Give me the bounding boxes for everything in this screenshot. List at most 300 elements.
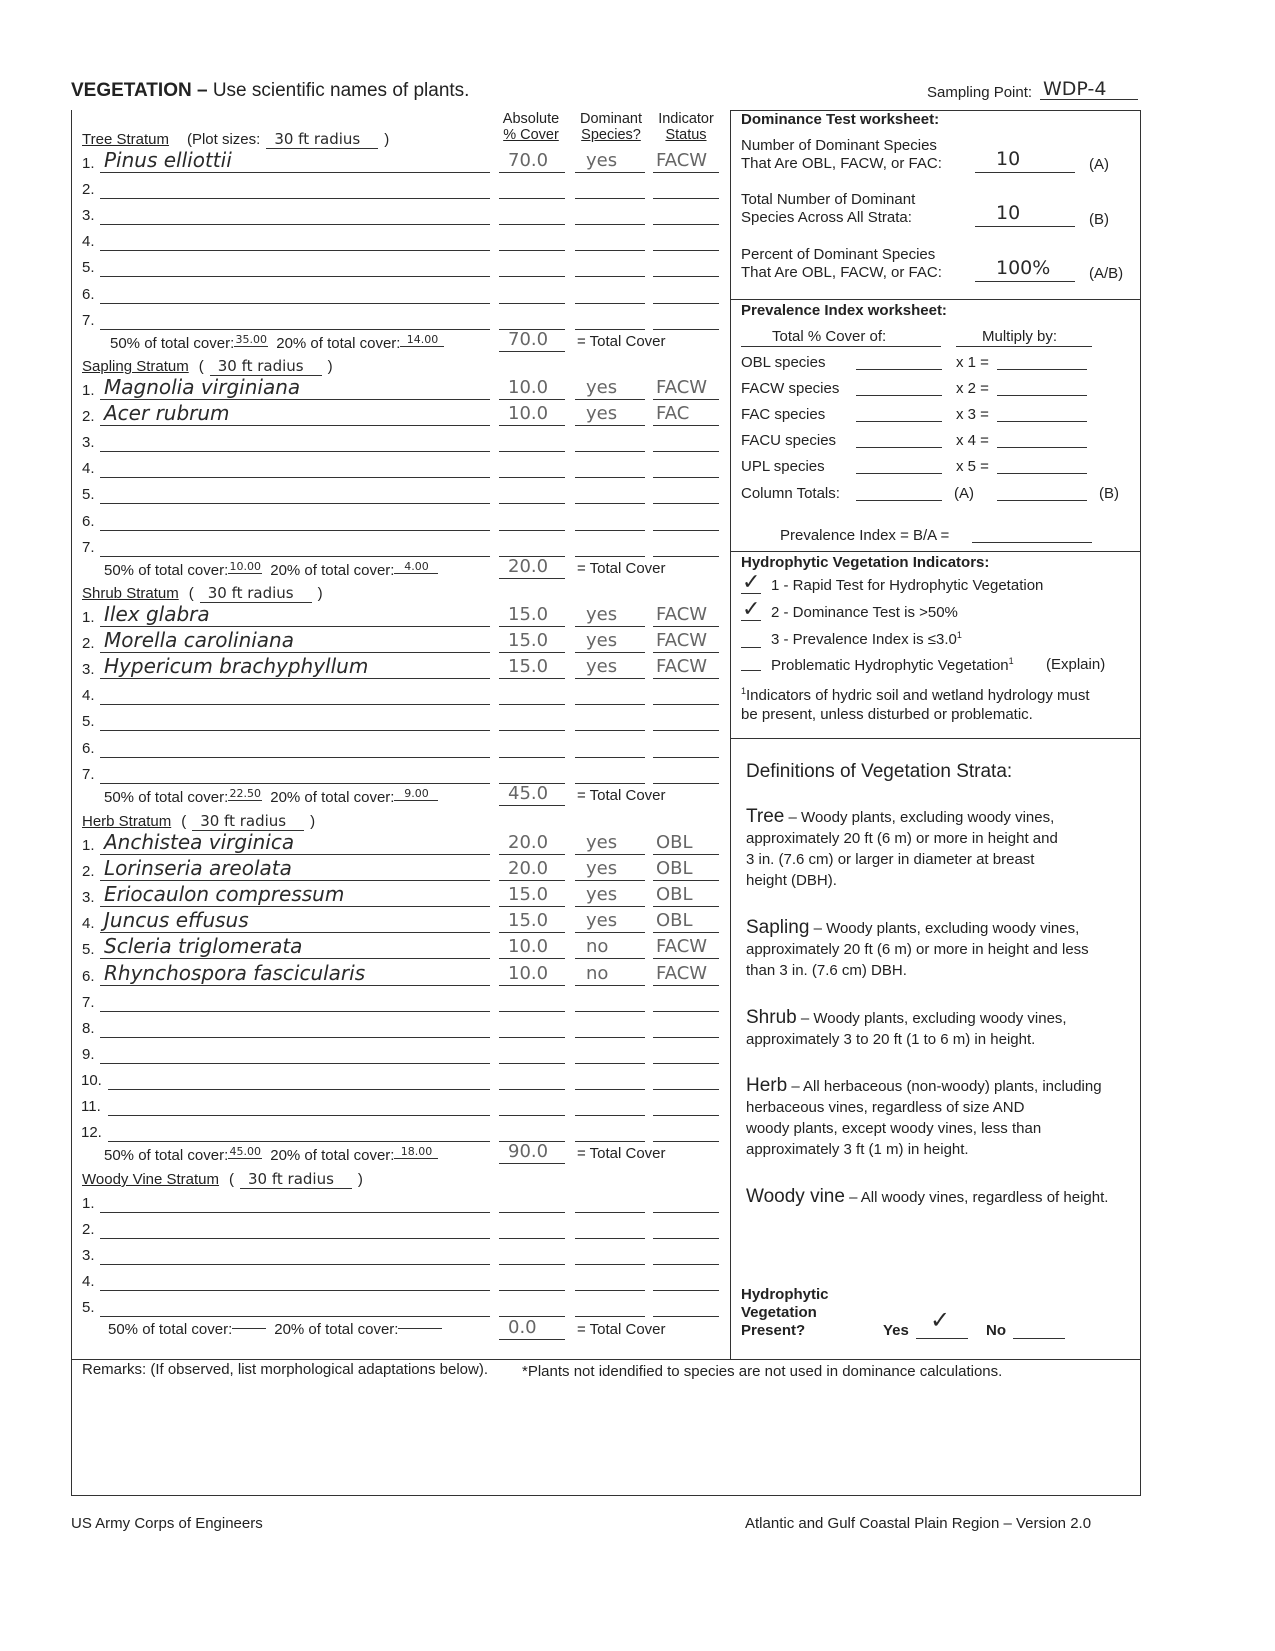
remarks-label: Remarks: (If observed, list morphological adaptations below). — [82, 1361, 489, 1378]
definition-vine-term: Woody vine — [746, 1186, 845, 1207]
dominance-b-value[interactable]: 10 — [996, 202, 1021, 224]
species-underline — [100, 730, 490, 731]
dominant-underline — [575, 425, 645, 426]
column-totals-a-tag: (A) — [954, 485, 974, 502]
definition-shrub-term: Shrub — [746, 1007, 797, 1028]
stratum-header — [82, 812, 315, 831]
dominant-species[interactable]: no — [586, 936, 609, 958]
stratum-name: Herb Stratum — [82, 813, 172, 830]
dominant-underline — [575, 1264, 645, 1265]
species-underline — [108, 1115, 490, 1116]
definition-tree — [746, 806, 1058, 891]
definition-herb-l1: – All herbaceous (non-woody) plants, including — [791, 1078, 1102, 1095]
dominance-b-tag: (B) — [1089, 211, 1109, 228]
dominance-c-line2: That Are OBL, FACW, or FAC: — [741, 264, 942, 281]
indicator-underline — [653, 1316, 719, 1317]
indicator-3-label — [771, 630, 962, 648]
row-number: 10. — [81, 1071, 102, 1089]
indicator-underline — [653, 451, 719, 452]
twenty-percent-value[interactable] — [398, 1328, 442, 1329]
dominant-underline — [575, 652, 645, 653]
species-underline — [100, 1290, 490, 1291]
dominance-a-tag: (A) — [1089, 156, 1109, 173]
definition-tree-l1: – Woody plants, excluding woody vines, — [788, 809, 1055, 826]
form-title-bold: VEGETATION – — [71, 80, 208, 101]
indicators-title: Hydrophytic Vegetation Indicators: — [741, 554, 990, 571]
definition-herb-l2: herbaceous vines, regardless of size AND — [746, 1099, 1025, 1116]
row-number: 2. — [82, 863, 95, 881]
indicator-underline — [653, 1011, 719, 1012]
cover-underline — [499, 477, 565, 478]
present-no-field[interactable] — [1013, 1338, 1065, 1339]
species-underline — [100, 250, 490, 251]
dominant-underline — [575, 958, 645, 959]
row-number: 4. — [82, 233, 95, 251]
dominant-underline — [575, 906, 645, 907]
dominant-species[interactable]: yes — [586, 858, 618, 880]
row-number: 9. — [82, 1045, 95, 1063]
dominant-underline — [575, 678, 645, 679]
species-name[interactable]: Lorinseria areolata — [104, 856, 292, 881]
stratum-name: Shrub Stratum — [82, 585, 179, 602]
plot-size-value[interactable]: 30 ft radius — [192, 812, 304, 831]
plot-size-close: ) — [384, 131, 390, 148]
present-label — [741, 1286, 829, 1340]
column-totals-b-field[interactable] — [997, 500, 1087, 501]
total-cover-value[interactable]: 0.0 — [508, 1316, 537, 1338]
remarks-top-line — [71, 1359, 1141, 1360]
species-underline — [100, 451, 490, 452]
indicator-underline — [653, 503, 719, 504]
twenty-percent-value[interactable]: 14.00 — [400, 333, 444, 347]
fifty-percent-label: 50% of total cover: — [104, 561, 229, 579]
row-number: 4. — [82, 687, 95, 705]
indicator-underline — [653, 224, 719, 225]
dominant-underline — [575, 783, 645, 784]
absolute-cover[interactable]: 15.0 — [508, 604, 549, 625]
prevalence-species-label: UPL species — [741, 458, 825, 475]
total-cover-underline — [499, 578, 565, 579]
indicator-underline — [653, 556, 719, 557]
indicator-underline — [653, 1063, 719, 1064]
definition-sapling-term: Sapling — [746, 917, 810, 938]
dominant-underline — [575, 1141, 645, 1142]
twenty-percent-value[interactable]: 4.00 — [394, 560, 438, 574]
dominant-species[interactable]: yes — [586, 656, 618, 678]
dominant-species[interactable]: yes — [586, 604, 618, 625]
cover-underline — [499, 425, 565, 426]
total-cover-value[interactable]: 45.0 — [508, 782, 549, 804]
frame-divider — [730, 110, 731, 1359]
dominant-species[interactable]: yes — [586, 150, 618, 171]
species-name[interactable]: Rhynchospora fascicularis — [104, 960, 366, 985]
row-number: 7. — [82, 538, 95, 556]
column-totals-a-field[interactable] — [856, 500, 942, 501]
remarks-field[interactable] — [82, 1385, 1132, 1490]
species-underline — [100, 1063, 490, 1064]
total-cover-label: = Total Cover — [577, 786, 666, 804]
row-number: 6. — [82, 512, 95, 530]
indicator-status[interactable]: OBL — [656, 832, 693, 853]
cover-underline — [499, 1290, 565, 1291]
total-cover-breakdown — [108, 1321, 442, 1338]
plot-size-value[interactable]: 30 ft radius — [240, 1170, 352, 1189]
total-cover-underline — [499, 1163, 565, 1164]
footnote-line1: Indicators of hydric soil and wetland hydrology must — [746, 687, 1090, 704]
indicator-underline — [653, 932, 719, 933]
dominant-underline — [575, 250, 645, 251]
row-number: 12. — [81, 1124, 102, 1142]
section-divider-2 — [730, 551, 1141, 552]
prevalence-cover-field[interactable] — [856, 369, 942, 370]
plot-size-prefix: ( — [188, 585, 194, 602]
species-underline — [100, 854, 490, 855]
fifty-percent-value[interactable]: 22.50 — [229, 786, 261, 800]
indicator-status[interactable]: FACW — [656, 377, 708, 398]
plot-size-close: ) — [357, 1171, 363, 1188]
dominance-a-value[interactable]: 10 — [996, 148, 1021, 170]
species-underline — [100, 276, 490, 277]
prevalence-species-label: FAC species — [741, 406, 826, 423]
dominant-underline — [575, 626, 645, 627]
row-number: 5. — [82, 1299, 95, 1317]
absolute-cover[interactable]: 20.0 — [508, 858, 549, 880]
species-underline — [100, 329, 490, 330]
species-underline — [100, 958, 490, 959]
cover-underline — [499, 704, 565, 705]
plot-size-value[interactable]: 30 ft radius — [266, 130, 378, 149]
definition-sapling-l1: – Woody plants, excluding woody vines, — [813, 920, 1080, 937]
total-cover-value[interactable]: 90.0 — [508, 1141, 549, 1163]
prevalence-index-field[interactable] — [972, 542, 1092, 543]
row-number: 7. — [82, 311, 95, 329]
indicator-2-label: 2 - Dominance Test is >50% — [771, 604, 958, 621]
plot-size-prefix: (Plot sizes: — [186, 131, 261, 148]
dominance-c-value[interactable]: 100% — [996, 257, 1051, 279]
plot-size-close: ) — [317, 585, 323, 602]
indicator-underline — [653, 399, 719, 400]
species-underline — [100, 425, 490, 426]
indicator-underline — [653, 477, 719, 478]
row-number: 4. — [82, 1273, 95, 1291]
prevalence-cover-field[interactable] — [856, 395, 942, 396]
dominant-underline — [575, 172, 645, 173]
dominant-underline — [575, 198, 645, 199]
indicator-1-field — [741, 593, 761, 594]
absolute-cover[interactable]: 10.0 — [508, 936, 549, 958]
col-indicator-line1: Indicator — [658, 111, 714, 127]
indicator-underline — [653, 783, 719, 784]
species-underline — [100, 503, 490, 504]
indicator-underline — [653, 1141, 719, 1142]
indicator-underline — [653, 198, 719, 199]
absolute-cover[interactable]: 10.0 — [508, 962, 549, 984]
indicator-underline — [653, 1264, 719, 1265]
row-number: 1. — [82, 382, 95, 399]
twenty-percent-label: 20% of total cover: — [274, 1320, 399, 1338]
species-name[interactable]: Anchistea virginica — [104, 830, 295, 854]
row-number: 1. — [82, 1195, 95, 1212]
dominant-species[interactable]: yes — [586, 910, 618, 932]
total-cover-value[interactable]: 20.0 — [508, 555, 549, 577]
dominance-a-line2: That Are OBL, FACW, or FAC: — [741, 155, 942, 172]
cover-underline — [499, 530, 565, 531]
indicator-status[interactable]: FACW — [656, 936, 708, 958]
cover-underline — [499, 678, 565, 679]
species-name[interactable]: Eriocaulon compressum — [104, 882, 345, 907]
dominant-underline — [575, 399, 645, 400]
definition-tree-l4: height (DBH). — [746, 872, 837, 889]
dominant-underline — [575, 1212, 645, 1213]
row-number: 2. — [82, 1221, 95, 1239]
present-yes-check[interactable]: ✓ — [930, 1306, 951, 1334]
indicator-underline — [653, 626, 719, 627]
indicator-1-label: 1 - Rapid Test for Hydrophytic Vegetation — [771, 577, 1044, 594]
indicator-4-text: Problematic Hydrophytic Vegetation — [771, 657, 1009, 674]
fifty-percent-value[interactable]: 35.00 — [235, 332, 267, 346]
fifty-percent-value[interactable]: 45.00 — [229, 1145, 261, 1159]
stratum-name: Sapling Stratum — [82, 358, 189, 375]
prevalence-multiplier: x 2 = — [956, 380, 989, 397]
form-title — [71, 80, 469, 102]
fifty-percent-value[interactable]: 10.00 — [229, 559, 261, 573]
definition-sapling-l3: than 3 in. (7.6 cm) DBH. — [746, 962, 907, 979]
species-underline — [100, 783, 490, 784]
species-underline — [100, 932, 490, 933]
row-number: 3. — [82, 661, 95, 679]
total-cover-underline — [499, 805, 565, 806]
species-underline — [100, 1037, 490, 1038]
prevalence-species-label: OBL species — [741, 354, 826, 371]
col-indicator-header — [653, 111, 719, 143]
definition-shrub-l2: approximately 3 to 20 ft (1 to 6 m) in height. — [746, 1031, 1036, 1048]
definition-vine-l1: – All woody vines, regardless of height. — [849, 1189, 1109, 1206]
total-cover-label: = Total Cover — [577, 332, 666, 350]
twenty-percent-value[interactable]: 9.00 — [394, 787, 438, 801]
indicator-status[interactable]: FAC — [656, 403, 690, 425]
dominant-underline — [575, 1011, 645, 1012]
prevalence-result-field[interactable] — [997, 447, 1087, 448]
absolute-cover[interactable]: 15.0 — [508, 884, 549, 906]
dominance-b-line1: Total Number of Dominant — [741, 191, 916, 208]
indicator-underline — [653, 1115, 719, 1116]
dominant-underline — [575, 932, 645, 933]
row-number: 11. — [81, 1098, 101, 1115]
species-name[interactable]: Hypericum brachyphyllum — [104, 654, 369, 679]
indicator-status[interactable]: FACW — [656, 962, 708, 984]
species-underline — [100, 652, 490, 653]
prevalence-multiplier: x 1 = — [956, 354, 989, 371]
present-no-label: No — [986, 1322, 1006, 1339]
row-number: 4. — [82, 915, 95, 933]
row-number: 5. — [82, 259, 95, 277]
prevalence-cover-field[interactable] — [856, 473, 942, 474]
species-underline — [100, 880, 490, 881]
footer-left: US Army Corps of Engineers — [71, 1515, 263, 1532]
plot-size-prefix: ( — [198, 358, 204, 375]
dominant-species[interactable]: yes — [586, 832, 618, 853]
species-name[interactable]: Morella caroliniana — [104, 628, 294, 653]
prevalence-result-field[interactable] — [997, 473, 1087, 474]
dominant-underline — [575, 1089, 645, 1090]
indicator-underline — [653, 303, 719, 304]
prevalence-title: Prevalence Index worksheet: — [741, 302, 947, 319]
indicator-status[interactable]: OBL — [656, 858, 693, 880]
column-totals-label: Column Totals: — [741, 485, 840, 502]
species-name[interactable]: Acer rubrum — [104, 401, 230, 426]
total-cover-breakdown — [104, 1145, 438, 1164]
absolute-cover[interactable]: 15.0 — [508, 656, 549, 678]
definitions-title: Definitions of Vegetation Strata: — [746, 761, 1013, 782]
prevalence-result-field[interactable] — [997, 395, 1087, 396]
definition-vine — [746, 1186, 1108, 1208]
indicator-3-field[interactable] — [741, 647, 761, 648]
total-cover-value[interactable]: 70.0 — [508, 328, 549, 350]
species-underline — [100, 1238, 490, 1239]
cover-underline — [499, 958, 565, 959]
stratum-header — [82, 130, 389, 149]
absolute-cover[interactable]: 10.0 — [508, 377, 549, 398]
indicator-underline — [653, 1238, 719, 1239]
cover-underline — [499, 1037, 565, 1038]
present-yes-field — [916, 1338, 968, 1339]
dominant-underline — [575, 1063, 645, 1064]
dominance-a-line — [975, 172, 1075, 173]
row-number: 3. — [82, 207, 95, 225]
dominant-underline — [575, 329, 645, 330]
dominant-underline — [575, 1037, 645, 1038]
total-cover-label: = Total Cover — [577, 1320, 666, 1338]
indicator-4-explain: (Explain) — [1046, 656, 1106, 673]
frame-right — [1140, 110, 1141, 1495]
cover-underline — [499, 1011, 565, 1012]
species-name[interactable]: Scleria triglomerata — [104, 934, 303, 959]
sampling-point-underline — [1040, 99, 1138, 100]
dominance-c-tag: (A/B) — [1089, 265, 1124, 282]
absolute-cover[interactable]: 70.0 — [508, 150, 549, 171]
definition-shrub-l1: – Woody plants, excluding woody vines, — [800, 1010, 1067, 1027]
species-name[interactable]: Juncus effusus — [104, 908, 249, 933]
absolute-cover[interactable]: 20.0 — [508, 832, 549, 853]
indicator-underline — [653, 1212, 719, 1213]
dominant-underline — [575, 704, 645, 705]
stratum-name: Woody Vine Stratum — [82, 1171, 220, 1188]
prevalence-col2: Multiply by: — [982, 328, 1058, 345]
species-name[interactable]: Pinus elliottii — [104, 148, 232, 172]
indicator-status[interactable]: OBL — [656, 910, 693, 932]
indicator-underline — [653, 172, 719, 173]
species-name[interactable]: Ilex glabra — [104, 602, 210, 626]
plot-size-value[interactable]: 30 ft radius — [210, 357, 322, 376]
dominant-underline — [575, 451, 645, 452]
fifty-percent-label: 50% of total cover: — [104, 788, 229, 806]
species-underline — [100, 303, 490, 304]
indicator-status[interactable]: FACW — [656, 656, 708, 678]
absolute-cover[interactable]: 15.0 — [508, 910, 549, 932]
twenty-percent-value[interactable]: 18.00 — [394, 1145, 438, 1159]
prevalence-cover-field[interactable] — [856, 421, 942, 422]
plot-size-value[interactable]: 30 ft radius — [200, 584, 312, 603]
indicator-underline — [653, 906, 719, 907]
dominant-underline — [575, 556, 645, 557]
dominant-species[interactable]: yes — [586, 377, 618, 398]
dominant-underline — [575, 303, 645, 304]
indicator-underline — [653, 652, 719, 653]
prevalence-col1: Total % Cover of: — [772, 328, 887, 345]
dominant-species[interactable]: yes — [586, 884, 618, 906]
section-divider-3 — [730, 738, 1141, 739]
prevalence-index-label: Prevalence Index = B/A = — [780, 527, 950, 544]
definition-tree-l3: 3 in. (7.6 cm) or larger in diameter at breast — [746, 851, 1035, 868]
row-number: 5. — [82, 486, 95, 504]
present-l2: Vegetation — [741, 1304, 817, 1321]
cover-underline — [499, 906, 565, 907]
absolute-cover[interactable]: 10.0 — [508, 403, 549, 425]
dominant-underline — [575, 503, 645, 504]
indicator-underline — [653, 276, 719, 277]
indicator-2-check[interactable]: ✓ — [742, 597, 761, 622]
row-number: 8. — [82, 1019, 95, 1037]
definition-herb-term: Herb — [746, 1075, 788, 1096]
row-number: 6. — [82, 967, 95, 985]
indicator-4-sup: 1 — [1008, 656, 1014, 666]
row-number: 2. — [82, 635, 95, 653]
row-number: 5. — [82, 941, 95, 959]
section-divider-1 — [730, 299, 1141, 300]
species-name[interactable]: Magnolia virginiana — [104, 375, 301, 399]
total-cover-label: = Total Cover — [577, 559, 666, 577]
column-totals-b-tag: (B) — [1099, 485, 1119, 502]
cover-underline — [499, 730, 565, 731]
species-underline — [100, 704, 490, 705]
total-cover-underline — [499, 1339, 565, 1340]
prevalence-result-field[interactable] — [997, 421, 1087, 422]
col-indicator-line2: Status — [665, 127, 707, 143]
indicator-underline — [653, 530, 719, 531]
cover-underline — [499, 276, 565, 277]
dominance-b-label — [741, 191, 915, 227]
prevalence-result-field[interactable] — [997, 369, 1087, 370]
dominant-underline — [575, 880, 645, 881]
definition-shrub — [746, 1007, 1067, 1050]
cover-underline — [499, 652, 565, 653]
fifty-percent-value[interactable] — [232, 1328, 266, 1329]
dominant-species[interactable]: no — [586, 962, 609, 984]
definition-herb-l4: approximately 3 ft (1 m) in height. — [746, 1141, 969, 1158]
absolute-cover[interactable]: 15.0 — [508, 630, 549, 652]
sampling-point-value[interactable]: WDP-4 — [1043, 78, 1107, 100]
definition-sapling — [746, 917, 1089, 981]
cover-underline — [499, 303, 565, 304]
prevalence-cover-field[interactable] — [856, 447, 942, 448]
stratum-header — [82, 357, 333, 376]
row-number: 6. — [82, 739, 95, 757]
indicator-1-check[interactable]: ✓ — [742, 570, 761, 595]
indicator-status[interactable]: OBL — [656, 884, 693, 906]
row-number: 3. — [82, 889, 95, 907]
indicator-status[interactable]: FACW — [656, 150, 708, 171]
indicator-status[interactable]: FACW — [656, 630, 708, 652]
present-l1: Hydrophytic — [741, 1286, 829, 1303]
row-number: 7. — [82, 765, 95, 783]
total-cover-breakdown — [110, 333, 444, 352]
col-absolute-line2: % Cover — [503, 127, 559, 143]
dominant-species[interactable]: yes — [586, 630, 618, 652]
indicator-4-field[interactable] — [741, 670, 761, 671]
species-underline — [100, 530, 490, 531]
dominant-species[interactable]: yes — [586, 403, 618, 425]
indicator-status[interactable]: FACW — [656, 604, 708, 625]
